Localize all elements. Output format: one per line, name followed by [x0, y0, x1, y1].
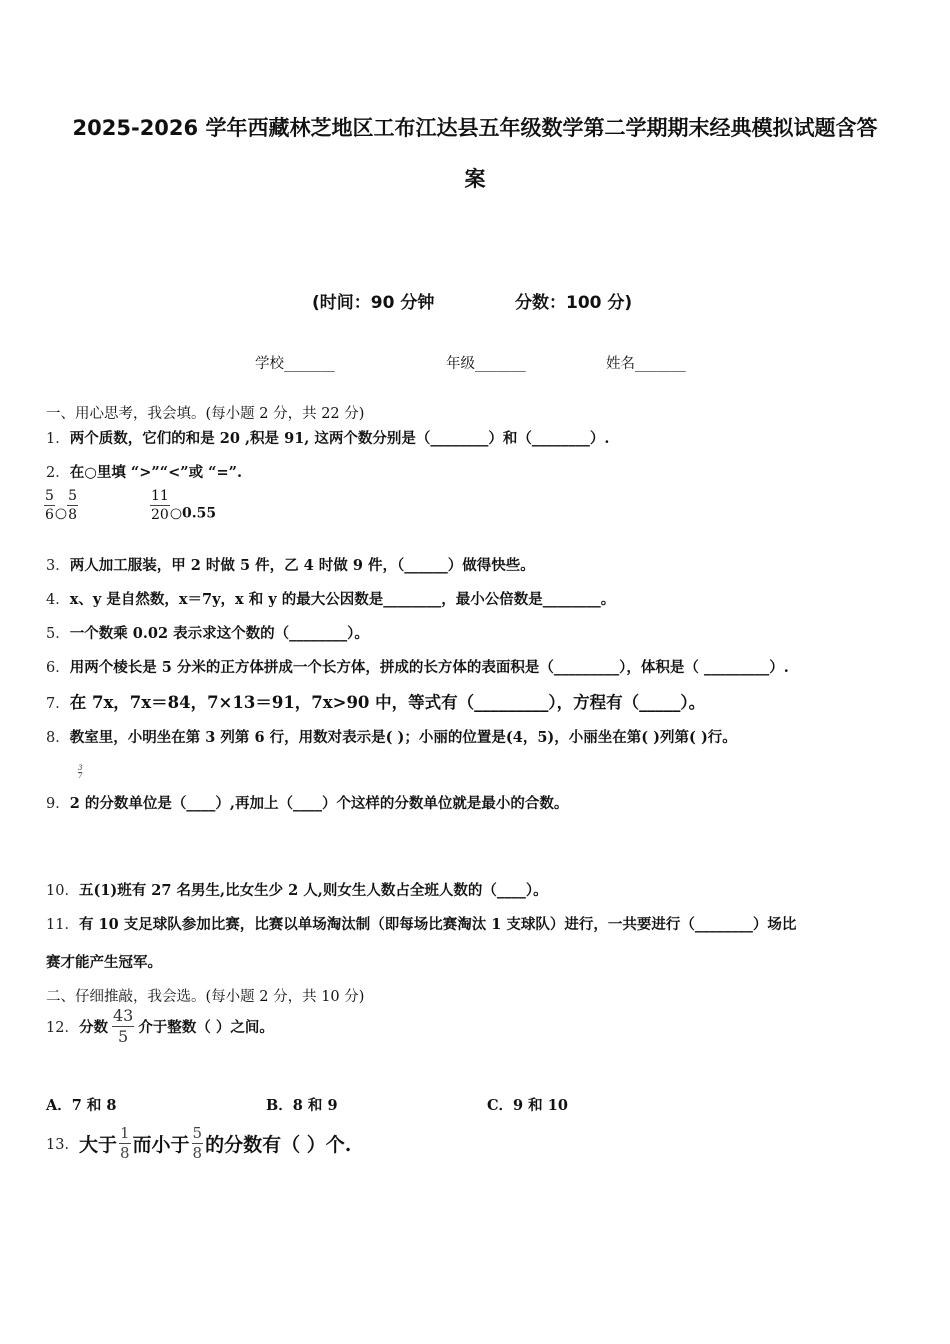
fraction: $\frac{11}{20}$	[151, 488, 169, 523]
school-field: 学校_______	[255, 356, 335, 372]
question-text: 用两个棱长是 5 分米的正方体拼成一个长方体，拼成的长方体的表面积是（_________），体积是（ _________）.	[69, 659, 789, 676]
question-number: 8．	[46, 730, 70, 746]
question-text: 教室里，小明坐在第 3 列第 6 行，用数对表示是( )；小丽的位置是(4，5)，小丽坐在第( )列第( )行。	[69, 729, 737, 746]
question-number: 2．	[46, 465, 70, 481]
question-number: 6．	[46, 660, 70, 676]
option-a[interactable]: A．7 和 8	[46, 1097, 117, 1114]
section1-heading: 一、用心思考，我会填。(每小题 2 分，共 22 分)	[46, 406, 365, 422]
q2-part-b: $\frac{11}{20}$ ○0.55	[151, 488, 217, 523]
question-8	[46, 726, 737, 747]
question-text: 分数	[78, 1019, 108, 1036]
question-4	[46, 588, 615, 609]
question-9	[46, 792, 568, 813]
question-text: 介于整数（ ）之间。	[138, 1019, 274, 1036]
fraction: $\frac{43}{5}$	[112, 1006, 134, 1046]
q9-small-fraction: $\frac{3}{7}$	[78, 764, 83, 780]
question-text: 在 7x，7x＝84，7×13＝91，7x>90 中，等式有（_________），方程有（_____）。	[69, 693, 706, 712]
fraction: $\frac{5}{8}$	[68, 488, 78, 523]
question-number: 1．	[46, 431, 70, 447]
question-text: 有 10 支足球队参加比赛，比赛以单场淘汰制（即每场比赛淘汰 1 支球队）进行，一共要进行（________）场比	[78, 916, 797, 933]
question-number: 4．	[46, 592, 70, 608]
question-number: 5．	[46, 626, 70, 642]
question-number: 11．	[46, 917, 79, 933]
question-7	[46, 689, 705, 713]
question-13: 13． 大于 $\frac{1}{8}$ 而小于 $\frac{5}{8}$ 的分数有（ ）个.	[46, 1124, 352, 1162]
question-text: 五(1)班有 27 名男生,比女生少 2 人,则女生人数占全班人数的（____）。	[78, 882, 548, 899]
question-number: 7．	[46, 696, 70, 712]
fraction: $\frac{5}{8}$	[192, 1124, 203, 1162]
question-number: 12．	[46, 1020, 79, 1036]
option-c[interactable]: C．9 和 10	[487, 1097, 568, 1114]
exam-title-line1: 2025-2026 学年西藏林芝地区工布江达县五年级数学第二学期期末经典模拟试题含答	[72, 116, 878, 140]
exam-score: 分数：100 分)	[515, 293, 633, 313]
fraction: $\frac{1}{8}$	[119, 1124, 130, 1162]
question-text: 两人加工服装，甲 2 时做 5 件，乙 4 时做 9 件，（______）做得快些。	[69, 557, 535, 574]
question-number: 9．	[46, 796, 70, 812]
question-number: 3．	[46, 558, 70, 574]
option-b[interactable]: B．8 和 9	[266, 1097, 338, 1114]
question-text: 一个数乘 0.02 表示求这个数的（________）。	[69, 625, 369, 642]
question-text: x、y 是自然数，x＝7y，x 和 y 的最大公因数是________，最小公倍数是________。	[69, 591, 616, 608]
question-5	[46, 622, 369, 643]
mixed-number-whole: 2	[69, 795, 80, 812]
question-text: 在○里填 “>”“<”或 “=”.	[69, 464, 243, 481]
question-6	[46, 656, 789, 677]
exam-time: (时间：90 分钟	[312, 293, 435, 313]
question-3	[46, 554, 535, 575]
q2-part-a: $\frac{5}{6}$ ○ $\frac{5}{8}$	[45, 488, 78, 523]
question-12	[46, 1008, 274, 1045]
question-text: 两个质数，它们的和是 20 ,积是 91, 这两个数分别是（________）和（________）.	[69, 430, 610, 447]
fraction: $\frac{5}{6}$	[45, 488, 54, 523]
question-number: 13．	[46, 1137, 79, 1153]
grade-field: 年级_______	[446, 356, 526, 372]
question-2	[46, 461, 242, 482]
exam-title-line2: 案	[464, 167, 486, 191]
section2-heading: 二、仔细推敲，我会选。(每小题 2 分，共 10 分)	[46, 989, 365, 1005]
question-10	[46, 879, 548, 900]
question-11	[46, 913, 796, 934]
question-text: 的分数单位是（____）,再加上（____）个这样的分数单位就是最小的合数。	[84, 795, 569, 812]
name-field: 姓名_______	[606, 356, 686, 372]
question-number: 10．	[46, 883, 79, 899]
question-1	[46, 427, 609, 448]
question-11-continued: 赛才能产生冠军。	[46, 954, 162, 971]
